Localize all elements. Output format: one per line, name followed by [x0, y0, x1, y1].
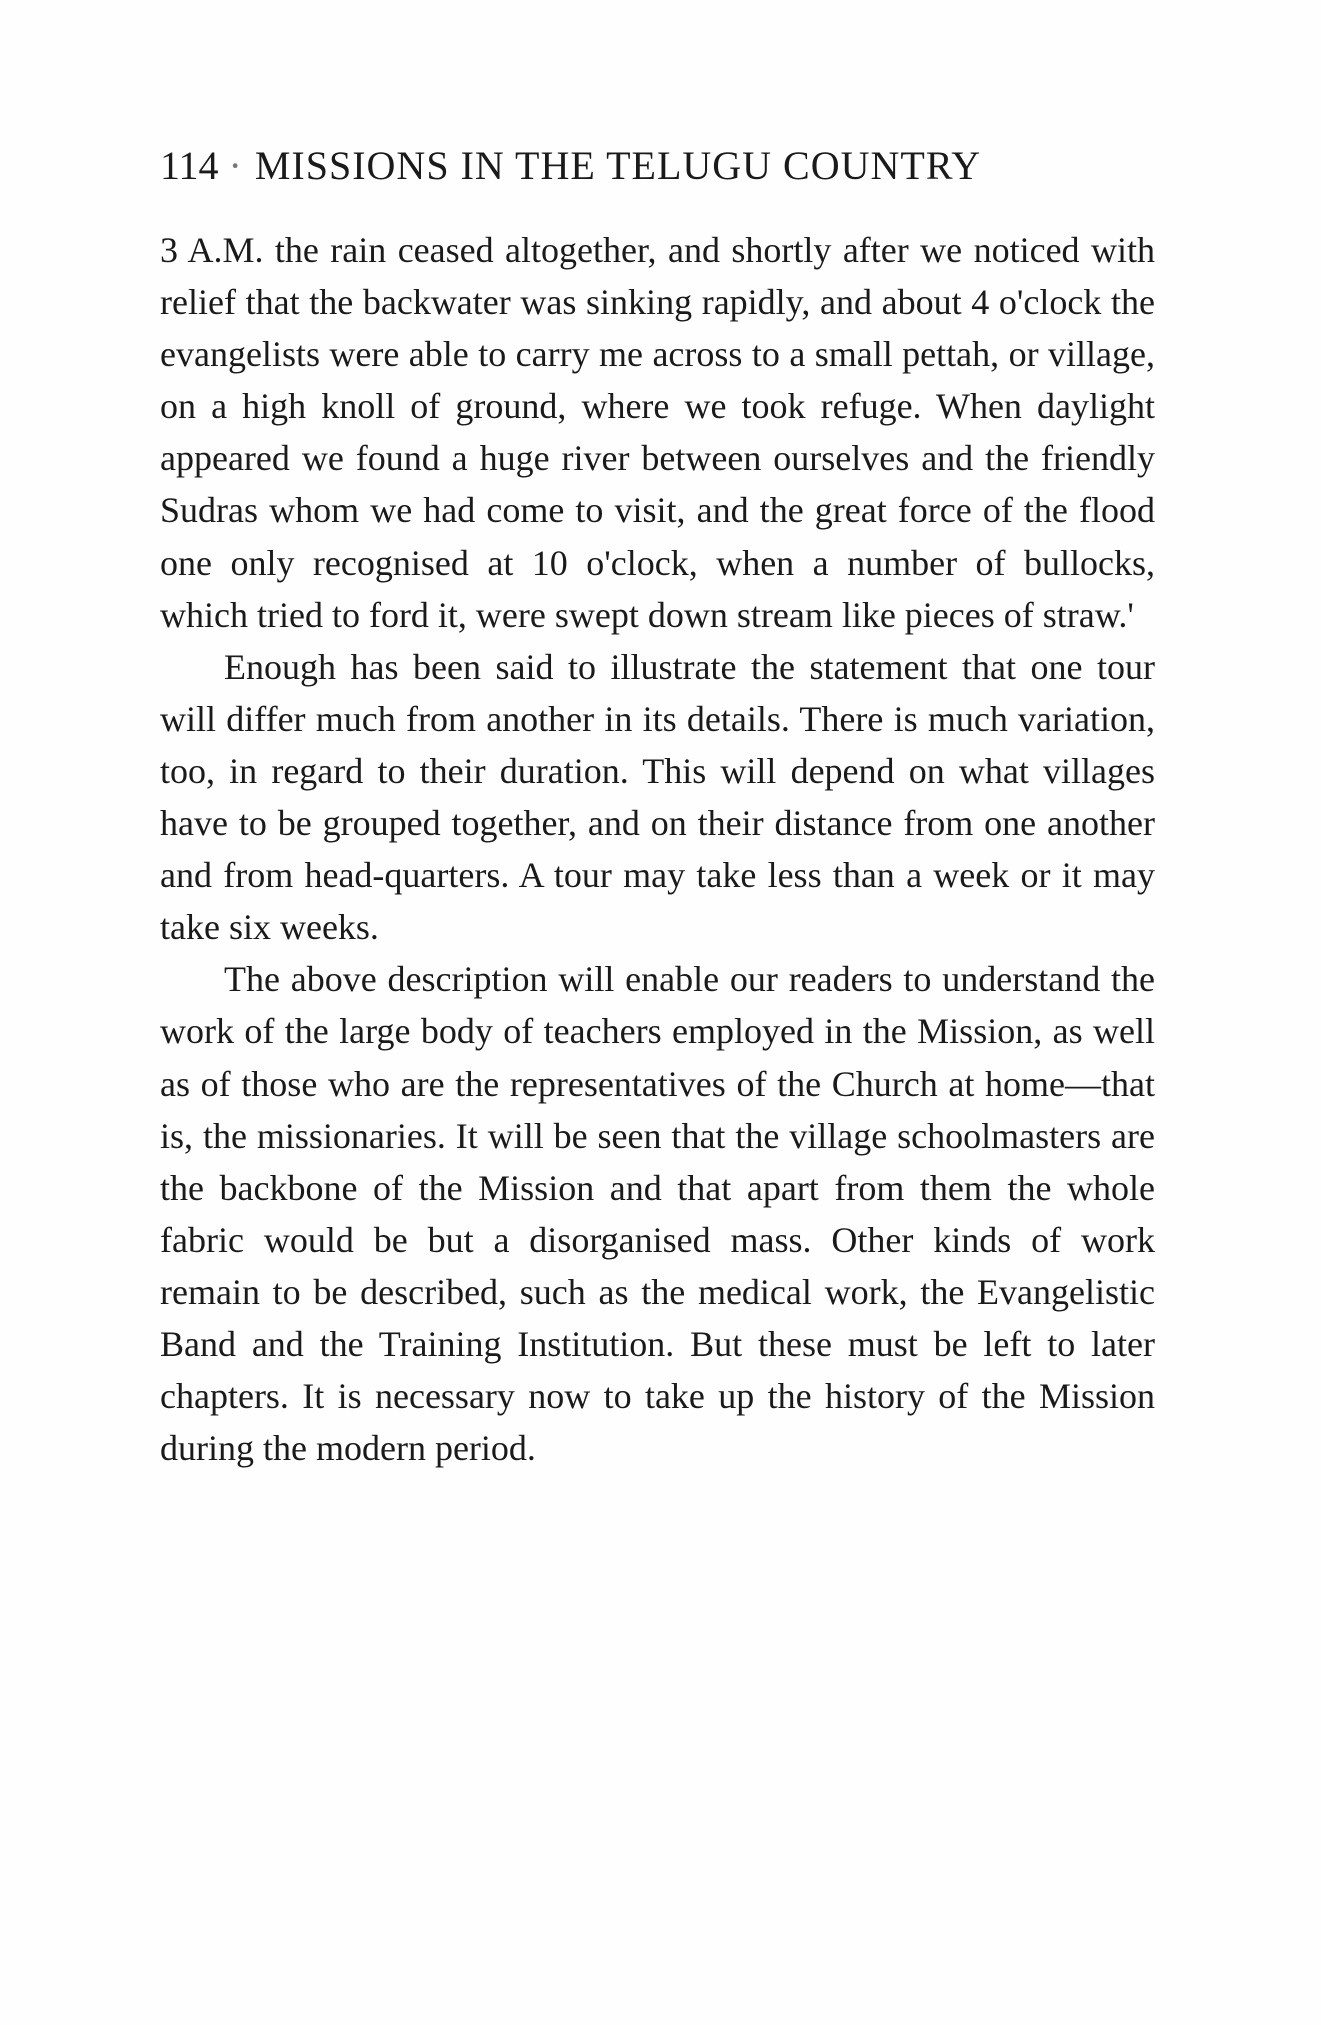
- running-title: MISSIONS IN THE TELUGU COUNTRY: [254, 143, 982, 188]
- page-number: 114: [160, 143, 219, 188]
- paragraph: Enough has been said to illustrate the statement that one tour will differ much from another in its details. There is much variation, too, in regard to their duration. This will depend on what villages have to be grouped together, and on their distance from one another and from head-quarters. A tour may take less than a week or it may take six weeks.: [160, 646, 1155, 948]
- running-header: [160, 140, 1160, 192]
- paragraph: The above description will enable our readers to understand the work of the large body of teachers employed in the Mission, as well as of those who are the representatives of the Church at home—that is, the missionaries. It will be seen that the village schoolmasters are the backbone of the Mission and that apart from them the whole fabric would be but a disorganised mass. Other kinds of work remain to be described, such as the medical work, the Evangelistic Band and the Training Institution. But these must be left to later chapters. It is necessary now to take up the history of the Mission during the modern period.: [160, 959, 1155, 1469]
- body-text: [160, 224, 1155, 1474]
- paragraph-continued: 3 A.M. the rain ceased altogether, and shortly after we noticed with relief that the backwater was sinking rapidly, and about 4 o'clock the evangelists were able to carry me across to a small pettah, or village, on a high knoll of ground, where we took refuge. When daylight appeared we found a huge river between ourselves and the friendly Sudras whom we had come to visit, and the great force of the flood one only recognised at 10 o'clock, when a number of bullocks, which tried to ford it, were swept down stream like pieces of straw.': [160, 230, 1155, 635]
- header-separator: ·: [228, 143, 243, 188]
